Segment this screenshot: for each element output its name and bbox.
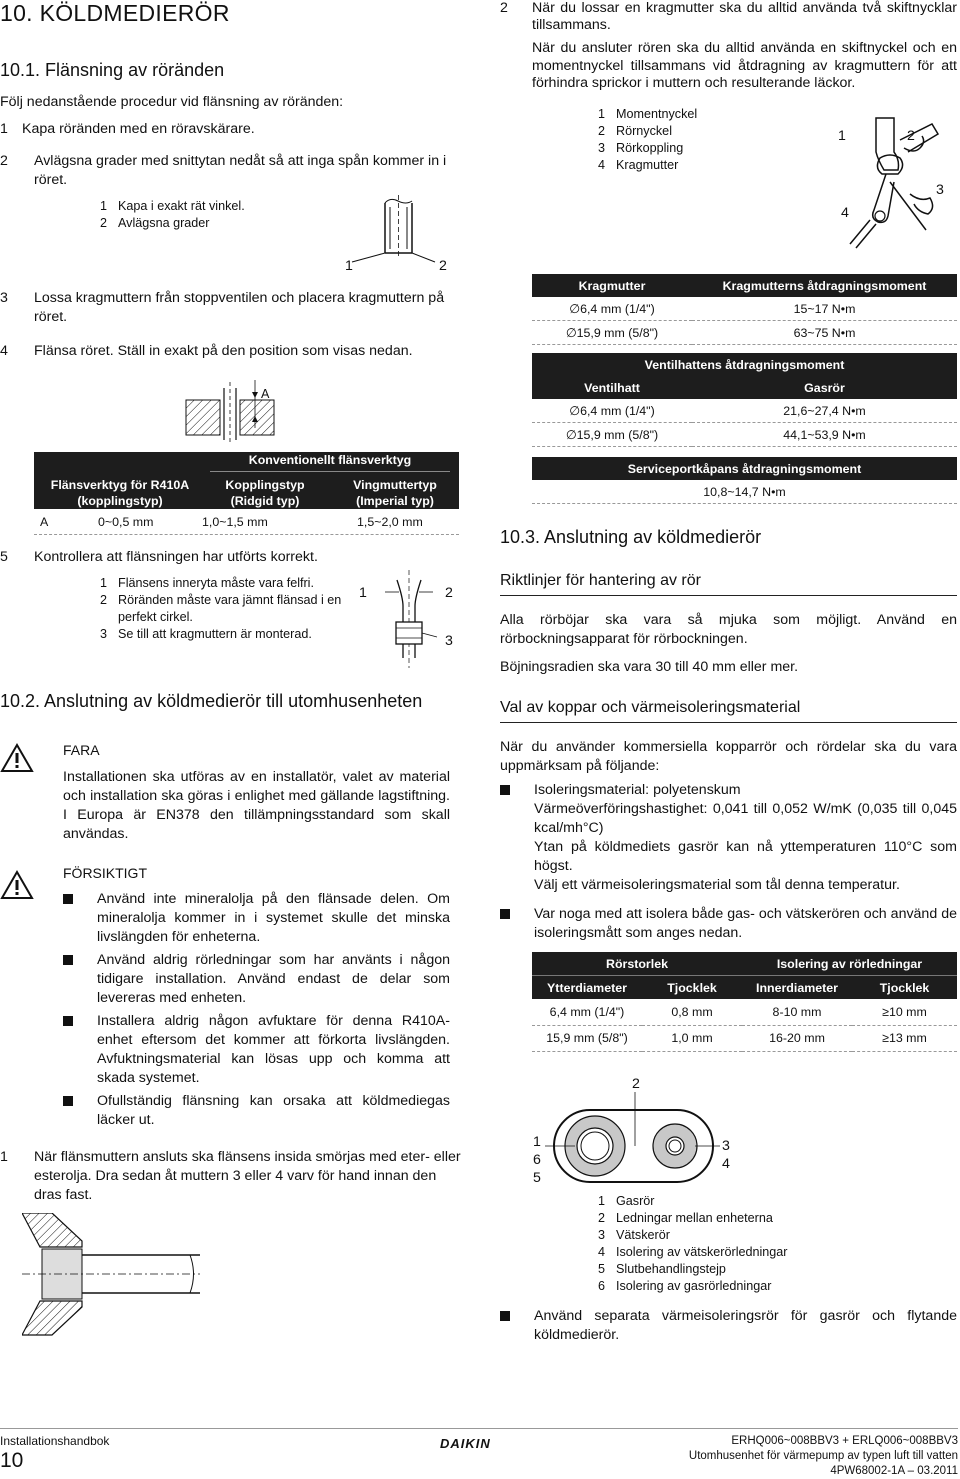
col-header: Kragmutter [532, 274, 692, 297]
step-text: Lossa kragmuttern från stoppventilen och placera kragmuttern på röret. [34, 290, 445, 325]
bullet-item [500, 1307, 957, 1345]
col-header: Gasrör [692, 376, 957, 399]
fig-note [100, 575, 345, 592]
cell: ∅6,4 mm (1/4") [532, 399, 692, 423]
divider [500, 722, 957, 723]
footer-model-block [689, 1434, 958, 1479]
legend-number: 6 [598, 1279, 606, 1293]
cell: 1,0~1,5 mm [202, 515, 268, 529]
caution-icon [0, 870, 34, 900]
wrench-label-4: 4 [841, 205, 849, 221]
cell: 44,1~53,9 N•m [692, 423, 957, 447]
step-2 [0, 152, 462, 190]
section-heading-10-2: 10.2. Anslutning av köldmedierör till utomhusenheten [0, 691, 423, 711]
caution-text: Använd inte mineralolja på den flänsade delen. Om mineralolja kommer in i systemet skulle det minska livslängden för enheterna. [97, 891, 450, 945]
footer-model: ERHQ006~008BBV3 + ERLQ006~008BBV3 [731, 1435, 958, 1447]
bullet [63, 955, 73, 965]
table-title: Serviceportkåpans åtdragningsmoment [532, 457, 957, 480]
warning-icon [0, 743, 34, 773]
note-text: Flänsens inneryta måste vara felfri. [118, 576, 314, 590]
fig-note [100, 198, 360, 215]
material-bullet-3 [500, 1307, 957, 1345]
caution-text: Installera aldrig någon avfuktare för denna R410A-enhet eftersom det kommer att förkorta livslängden. Avfuktningsmaterial kan lösas upp och komma att skada systemet. [97, 1013, 450, 1086]
legend-text: Slutbehandlingstejp [616, 1262, 726, 1276]
step-number: 1 [0, 1149, 8, 1165]
insulated-pipes-figure [545, 1090, 725, 1190]
step-text: Kapa röränden med en röravskärare. [22, 121, 255, 137]
legend-text: Ledningar mellan enheterna [616, 1211, 773, 1225]
bullet-text: Ytan på köldmediets gasrör kan nå yttemperaturen 110°C som högst. [534, 839, 957, 874]
cell: ∅6,4 mm (1/4") [532, 297, 692, 321]
legend-text: Rörkoppling [616, 141, 684, 155]
bullet-item [500, 905, 957, 943]
pipe-fig-label-right: 3 4 [722, 1138, 730, 1172]
step-text: När flänsmuttern ansluts ska flänsens insida smörjas med eter- eller esterolja. Dra sedan åt muttern 3 eller 4 varv för hand innan den dras fast. [34, 1149, 461, 1203]
note-text: Avlägsna grader [118, 216, 210, 230]
legend-text: Kragmutter [616, 158, 679, 172]
note-text: Kapa i exakt rät vinkel. [118, 199, 245, 213]
legend-text: Isolering av vätskerörledningar [616, 1245, 788, 1259]
cell: A [40, 515, 49, 529]
cell: 15,9 mm (5/8") [532, 1025, 642, 1051]
note-number: 2 [100, 216, 108, 230]
footer-code: 4PW68002-1A – 03.2011 [830, 1465, 958, 1477]
bullet-text: Var noga med att isolera både gas- och vätskerören och använd de isoleringsmått som anges nedan. [534, 906, 957, 941]
flare-col-3: Vingmuttertyp (Imperial typ) [353, 478, 437, 508]
material-bullet-2 [500, 905, 957, 943]
bend-paragraph: Alla rörböjar ska vara så mjuka som möjligt. Använd en rörbockningsapparat för rörbockningen. [500, 612, 957, 647]
bullet [63, 1016, 73, 1026]
fara-text: Installationen ska utföras av en installatör, valet av material och installation ska göras i enlighet med gällande lagstiftning. I Europa är EN378 den tillämpningsstandard som skall användas. [63, 769, 450, 842]
forsiktigt-title: FÖRSIKTIGT [63, 865, 147, 881]
service-port-table [532, 457, 957, 504]
bullet [500, 909, 510, 919]
subheading-pipe-handling: Riktlinjer för hantering av rör [500, 572, 701, 589]
divider [500, 595, 957, 596]
wrench-label-3: 3 [936, 182, 944, 198]
legend-text: Vätskerör [616, 1228, 670, 1242]
cell: 10,8~14,7 N•m [532, 480, 957, 504]
caution-item [63, 1092, 450, 1130]
flare-col-1: Flänsverktyg för R410A (kopplingstyp) [50, 478, 190, 508]
legend-item [598, 123, 798, 140]
intro-text: Följ nedanstående procedur vid flänsning av röränden: [0, 94, 344, 110]
wrench-legend [598, 106, 798, 174]
bullet-text: Använd separata värmeisoleringsrör för gasrör och flytande köldmedierör. [534, 1308, 957, 1343]
fig-note [100, 215, 360, 232]
legend-item [598, 106, 798, 123]
cell: 1,5~2,0 mm [357, 515, 423, 529]
fig3-label-2: 2 [445, 585, 453, 601]
step-text: Avlägsna grader med snittytan nedåt så att inga spån kommer in i röret. [34, 153, 447, 188]
legend-text: Isolering av gasrörledningar [616, 1279, 772, 1293]
step-4 [0, 342, 460, 361]
step-number: 3 [0, 290, 8, 306]
flare-col-2: Kopplingstyp (Ridgid typ) [225, 478, 305, 508]
legend-item [598, 1227, 898, 1244]
step-2-loosen [500, 0, 957, 34]
legend-number: 1 [598, 107, 606, 121]
step-number: 4 [0, 343, 8, 359]
step-3 [0, 289, 462, 327]
table-title: Ventilhattens åtdragningsmoment [532, 353, 957, 376]
caution-list [63, 890, 450, 1130]
note-number: 1 [100, 199, 108, 213]
flare-die-figure [180, 380, 290, 445]
legend-item [598, 1210, 898, 1227]
legend-item [598, 1244, 898, 1261]
cell: 21,6~27,4 N•m [692, 399, 957, 423]
note-number: 2 [100, 593, 108, 607]
legend-number: 2 [598, 124, 606, 138]
bullet-text: Välj ett värmeisoleringsmaterial som tål denna temperatur. [534, 877, 900, 893]
group-header: Isolering av rörledningar [742, 952, 957, 976]
cell: ≥13 mm [852, 1025, 957, 1051]
material-paragraph: När du använder kommersiella kopparrör och rördelar ska du vara uppmärksam på följande: [500, 739, 957, 774]
note-number: 1 [100, 576, 108, 590]
section-heading-10-1: 10.1. Flänsning av röränden [0, 60, 225, 80]
step-number: 1 [0, 121, 8, 137]
fara-title: FARA [63, 742, 100, 758]
material-bullet-1 [500, 781, 957, 895]
legend-number: 4 [598, 158, 606, 172]
legend-number: 3 [598, 1228, 606, 1242]
valve-cap-table [532, 353, 957, 447]
cell: 0~0,5 mm [98, 515, 154, 529]
bullet-item [500, 781, 957, 895]
col-header: Ventilhatt [532, 376, 692, 399]
bullet [500, 1311, 510, 1321]
bullet [500, 785, 510, 795]
cell: ∅15,9 mm (5/8") [532, 321, 692, 345]
cell: 1,0 mm [642, 1025, 742, 1051]
step-number: 2 [500, 0, 508, 16]
flared-pipe-figure [375, 570, 445, 670]
fig-note [100, 626, 345, 643]
legend-number: 5 [598, 1262, 606, 1276]
flare-table-row [34, 512, 459, 535]
cell: ≥10 mm [852, 999, 957, 1025]
fig-note [100, 592, 345, 626]
step-1 [0, 120, 460, 139]
fig3-notes [100, 575, 345, 643]
step-number: 2 [0, 153, 8, 169]
bullet [63, 894, 73, 904]
footer-manual: Installationshandbok [0, 1434, 110, 1448]
step-1-connection [0, 1148, 462, 1205]
legend-number: 3 [598, 141, 606, 155]
fig3-label-1: 1 [359, 585, 367, 601]
legend-number: 1 [598, 1194, 606, 1208]
cell: ∅15,9 mm (5/8") [532, 423, 692, 447]
col-header: Ytterdiameter [532, 976, 642, 1000]
fig3-label-3: 3 [445, 633, 453, 649]
cell: 6,4 mm (1/4") [532, 999, 642, 1025]
caution-text: Använd aldrig rörledningar som har använts i någon tidigare installation. Använd endast de delar som levereras med enheten. [97, 952, 450, 1006]
note-text: Röränden måste vara jämnt flänsad i en perfekt cirkel. [118, 593, 342, 624]
col-header: Tjocklek [852, 976, 957, 1000]
cell: 16-20 mm [742, 1025, 852, 1051]
wrench-figure [840, 112, 950, 252]
legend-text: Gasrör [616, 1194, 655, 1208]
group-header: Rörstorlek [532, 952, 742, 976]
footer-page-number: 10 [0, 1449, 24, 1472]
step-5 [0, 548, 460, 567]
bullet [63, 1096, 73, 1106]
wrench-label-1: 1 [838, 128, 846, 144]
section-heading-10-3: 10.3. Anslutning av köldmedierör [500, 527, 762, 547]
legend-item [598, 1278, 898, 1295]
pipe-fig-label-left: 1 6 5 [533, 1134, 541, 1186]
chapter-title: 10. KÖLDMEDIERÖR [0, 0, 230, 26]
bullet-text: Isoleringsmaterial: polyetenskum [534, 782, 741, 798]
fig1-notes [100, 198, 360, 232]
caution-item [63, 1012, 450, 1088]
col-header: Kragmutterns åtdragningsmoment [692, 274, 957, 297]
pipe-legend [598, 1193, 898, 1295]
divider [210, 471, 450, 472]
cell: 8-10 mm [742, 999, 852, 1025]
note-text: Se till att kragmuttern är monterad. [118, 627, 312, 641]
caution-text: Ofullständig flänsning kan orsaka att köldmediegas läcker ut. [97, 1093, 450, 1128]
footer-description: Utomhusenhet för värmepump av typen luft till vatten [688, 1450, 958, 1462]
legend-text: Rörnyckel [616, 124, 672, 138]
daikin-logo: DAIKIN [440, 1436, 491, 1451]
step-text: Flänsa röret. Ställ in exakt på den position som visas nedan. [34, 343, 413, 359]
bullet-text: Värmeöverföringshastighet: 0,041 till 0,052 W/mK (0,035 till 0,045 kcal/mh°C) [534, 801, 957, 836]
subheading-material: Val av koppar och värmeisoleringsmaterial [500, 699, 801, 716]
fig1-label-1: 1 [345, 258, 353, 274]
fig-label-a: A [261, 387, 270, 401]
wrench-label-2: 2 [907, 128, 915, 144]
legend-item [598, 1193, 898, 1210]
legend-number: 2 [598, 1211, 606, 1225]
legend-item [598, 140, 798, 157]
cell: 0,8 mm [642, 999, 742, 1025]
step-text: Kontrollera att flänsningen har utförts korrekt. [34, 549, 318, 565]
flare-lubrication-figure [22, 1213, 202, 1348]
caution-item [63, 951, 450, 1008]
col-header: Innerdiameter [742, 976, 852, 1000]
flare-table-group: Konventionellt flänsverktyg [248, 453, 412, 467]
fig1-label-2: 2 [439, 258, 447, 274]
insulation-table [532, 952, 957, 1052]
legend-text: Momentnyckel [616, 107, 698, 121]
legend-item [598, 157, 798, 174]
caution-item [63, 890, 450, 947]
bend-radius-text: Böjningsradien ska vara 30 till 40 mm eller mer. [500, 659, 799, 675]
torque-table [532, 274, 957, 345]
pipe-fig-label-top: 2 [632, 1076, 640, 1092]
legend-number: 4 [598, 1245, 606, 1259]
note-number: 3 [100, 627, 108, 641]
wrench-paragraph: När du ansluter rören ska du alltid använda en skiftnyckel och en momentnyckel tillsammans vid åtdragning av kragmuttern för att förhindra sprickor i muttern och resulterande läckor. [532, 40, 957, 91]
footer-rule [0, 1428, 958, 1429]
cell: 63~75 N•m [692, 321, 957, 345]
cell: 15~17 N•m [692, 297, 957, 321]
legend-item [598, 1261, 898, 1278]
step-text: När du lossar en kragmutter ska du alltid använda två skiftnycklar tillsammans. [532, 0, 957, 33]
step-number: 5 [0, 549, 8, 565]
col-header: Tjocklek [642, 976, 742, 1000]
